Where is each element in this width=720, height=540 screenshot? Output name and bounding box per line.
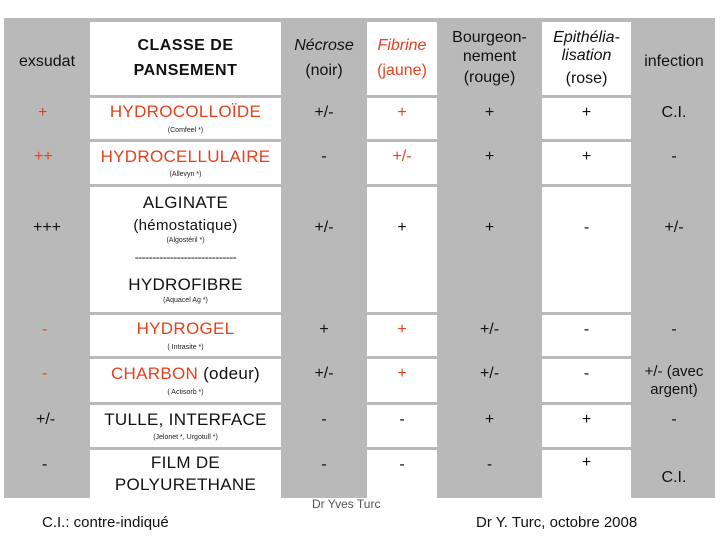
header-exsudat: exsudat (18, 53, 76, 71)
row-product: ALGINATE (hémostatique) (Algostéril *) ----------------------------- HYDROFIBRE (Aquacel Ag *) (90, 187, 281, 312)
watermark: Dr Yves Turc (312, 497, 381, 511)
row-infection: +/- (avec argent) (644, 362, 704, 398)
row-bourgeonnement: +/- (479, 365, 500, 382)
credit: Dr Y. Turc, octobre 2008 (476, 514, 638, 531)
row-product: TULLE, INTERFACE (Jelonet *, Urgotull *) (90, 405, 281, 447)
row-fibrine: + (367, 98, 437, 139)
row-infection: - (671, 148, 677, 165)
row-product: HYDROCOLLOÏDE (Comfeel *) (90, 98, 281, 139)
row-fibrine: + (367, 315, 437, 356)
row-infection: +/- (664, 219, 684, 236)
row-exsudat: ++ (34, 148, 53, 165)
row-bourgeonnement: - (486, 456, 493, 473)
row-exsudat: - (42, 365, 48, 382)
row-epithelialisation: + (542, 98, 631, 139)
row-bourgeonnement: + (484, 411, 495, 428)
row-infection: - (671, 411, 677, 428)
row-necrose: - (321, 456, 327, 473)
header-epithelialisation: Epithélia- lisation (rose) (542, 22, 631, 95)
row-necrose: - (321, 411, 327, 428)
row-exsudat: +/- (36, 411, 56, 428)
row-exsudat: + (38, 104, 48, 121)
row-necrose: +/- (314, 219, 334, 236)
row-fibrine: - (367, 450, 437, 498)
row-exsudat: +++ (32, 219, 62, 236)
header-necrose: Nécrose (noir) (294, 37, 354, 79)
header-fibrine: Fibrine (jaune) (367, 22, 437, 95)
row-product: CHARBON (odeur) ( Actisorb *) (90, 359, 281, 402)
row-exsudat: - (42, 456, 48, 473)
row-product: FILM DE POLYURETHANE (90, 450, 281, 498)
row-infection: C.I. (661, 104, 687, 121)
row-infection: - (671, 321, 677, 338)
row-epithelialisation: + (542, 142, 631, 184)
row-epithelialisation: - (542, 315, 631, 356)
header-classe: CLASSE DE PANSEMENT (90, 22, 281, 95)
row-fibrine: + (367, 359, 437, 402)
row-product: HYDROCELLULAIRE (Allevyn *) (90, 142, 281, 184)
row-fibrine: - (367, 405, 437, 447)
row-infection: C.I. (661, 468, 687, 486)
row-necrose: +/- (314, 365, 334, 382)
row-exsudat: - (42, 321, 48, 338)
row-bourgeonnement: + (484, 148, 495, 165)
row-fibrine: +/- (367, 142, 437, 184)
row-necrose: +/- (314, 104, 334, 121)
header-infection: infection (644, 53, 704, 71)
row-epithelialisation: - (542, 359, 631, 402)
row-necrose: - (321, 148, 327, 165)
row-bourgeonnement: +/- (479, 321, 500, 338)
row-bourgeonnement: + (484, 219, 495, 236)
row-fibrine: + (367, 187, 437, 312)
row-epithelialisation: - (542, 187, 631, 312)
row-bourgeonnement: + (484, 104, 495, 121)
row-epithelialisation: + (542, 405, 631, 447)
legend-ci: C.I.: contre-indiqué (42, 514, 169, 531)
row-product: HYDROGEL ( Intrasite *) (90, 315, 281, 356)
row-epithelialisation: + (542, 450, 631, 498)
row-necrose: + (319, 321, 329, 338)
product-separator: ----------------------------- (134, 249, 237, 264)
header-bourgeonnement: Bourgeon- nement (rouge) (452, 29, 527, 87)
